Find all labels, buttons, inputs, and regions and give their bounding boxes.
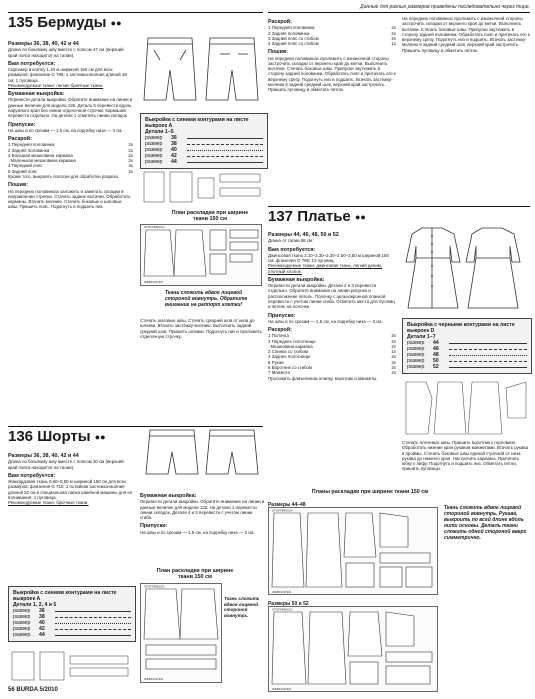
difficulty-dots-icon: ●●	[354, 212, 366, 223]
list-item: 2 Задняя половинка 2x	[268, 30, 396, 36]
top-note: Данные для разных размеров приведены последовательно через тире.	[360, 4, 530, 10]
layout-title-137: Планы раскладки при ширине ткани 150 см	[311, 489, 429, 495]
model-135-title	[8, 15, 122, 31]
list-item: 2 Задняя половинка 2x	[8, 147, 133, 153]
cut-heading-135b: Раскрой:	[268, 19, 292, 25]
page-number: 56	[8, 687, 15, 693]
list-item: 7 Манжета 2x	[268, 370, 396, 376]
need-135: Сирсакер в клетку 1,40 м шириной 150 см для всех размеров; флизелин G 785; 1 застежка-молния длиной 18 см; 1 пуговица.	[8, 67, 127, 83]
magazine-name: BURDA	[16, 687, 38, 693]
layout-plan-137a	[268, 507, 438, 595]
layout-title-135: План раскладки при ширине ткани 150 см	[171, 210, 249, 222]
stoffbruch-label: STOFFBRUCH	[272, 607, 293, 612]
layout-plan-137b	[268, 606, 438, 692]
cut-list-135	[8, 142, 133, 174]
model-137-title	[268, 209, 366, 225]
list-item: 1 Передняя половинка 2x	[268, 25, 396, 31]
stitch-135b: На передних половинках проложить с изнаночной стороны застрочить складки от верхнего края до метки. Выполнить вытачки. Стачать боковые швы. Припуски заутюжить в сторону задней половинки. Обработать пояс и притачать его к верхнему срезу. Подогнуть низ и подшить. Втачать застежку-молнию в задний средний шов, верхний край застрочить. Пришить пуговицу и обметать петлю.	[268, 55, 396, 93]
pattern-sheet-title-135: Выкройка с синими контурами на листе выкроек А	[145, 117, 249, 129]
model-136-text-col2	[140, 490, 265, 535]
pattern-sheet-sub-135: Детали 1–5	[145, 129, 174, 135]
size-row: размер 52	[407, 364, 527, 370]
model-137-text-col	[268, 229, 396, 381]
size-row: размер 50	[407, 358, 527, 364]
size-row: размер 42	[145, 153, 263, 159]
size-row: размер 36	[13, 608, 131, 614]
need-heading-136: Вам потребуется:	[8, 472, 56, 479]
intro-136: Длина по боковому шву вместе с поясом 30 см (верхний край пояса находится на талии).	[8, 459, 124, 470]
top-rule	[268, 12, 530, 13]
cut-list-137	[268, 333, 396, 375]
model-135-name: Бермуды	[37, 14, 107, 31]
stitch-135: На передних половинках заложить и заметать складки в направлении стрелки. Стачать задние вытачки. Обработать карманы. Втачать молнию. Стачать боковые и шаговые швы. Пришить пояс. Подогнуть и подшить низ.	[8, 188, 131, 210]
size-row: размер 46	[407, 346, 527, 352]
list-item: 6 Воротник со сгибом 2x	[268, 365, 396, 371]
need-rec-137: Рекомендуемые ткани: джинсовая ткань, легкий деним, плотный хлопок.	[268, 263, 383, 274]
need-heading-135: Вам потребуется:	[8, 60, 56, 67]
pattern-sheet-box-135	[140, 113, 268, 169]
need-136: Жаккардовая ткань 0,60–0,80 м шириной 150 см для всех размеров; флизелин G 710; 1 потайная застежка-молния длиной 22 см и специальная лапка швейной машины для ее втачивания; 1 пуговица.	[8, 479, 133, 500]
rule-137	[268, 206, 530, 207]
model-137-stitch: Стачать плечевые швы. Пришить воротник к горловине. Обработать нижние края рукавов манжетами. Втачать рукава в проймы. Стачать боковые швы единой строчкой от низа рукава до нижнего края. Настрочить карманы. Притачать юбку к лифу. Подогнуть и подшить низ. Обметать петли, пришить пуговицы.	[402, 440, 529, 472]
model-136-name: Шорты	[37, 428, 91, 445]
difficulty-dots-icon: ●●	[110, 18, 122, 29]
intro-135: Длина по боковому шву вместе с поясом 47 см (верхний край пояса находится на талии).	[8, 47, 124, 58]
layout-caption-135: Ткань сложить вдвое лицевой стороной вовнутрь. Обратите внимание на раппорт клетки!	[165, 290, 248, 308]
size-row: размер 44	[13, 632, 131, 638]
layout-caption-136: Ткань сложить вдвое лицевой стороной вовнутрь.	[224, 596, 260, 618]
size-row: размер 44	[145, 159, 263, 165]
pattern-pieces-136	[8, 648, 133, 684]
sizes-135: Размеры 36, 38, 40, 42 и 44	[8, 41, 79, 47]
shorts-sketch-image	[140, 424, 265, 486]
sizes-136: Размеры 36, 38, 40, 42 и 44	[8, 453, 79, 459]
allow-136: На швы и по срезам — 1,5 см, на подгибку низа — 3 см.	[140, 529, 255, 535]
list-item: 5 Задний пояс 2x	[8, 168, 133, 174]
pattern-sheet-title-136: Выкройка с синими контурами на листе выкроек А	[13, 590, 117, 602]
cut-tail-135: Кроме того, выкроить полоски для обработки разреза.	[8, 174, 120, 180]
layout-label-137a: Размеры 44–48	[268, 502, 306, 508]
model-136-title	[8, 429, 106, 445]
need-137: Джинсовая ткань 2,10–2,30–2,30–2,50–2,50 м шириной 150 см; флизелин G 785; 12 пуговиц.	[268, 252, 389, 263]
pattern-135: Перевести детали выкройки. Обратите внимание на линии и данные величин для модели 135. Деталь 5 перевести вдоль наружного края без линии отделочной строчки. Кармашек перевести отдельно. На детали 1 отметить линии складок.	[8, 97, 133, 119]
pattern-heading-135: Бумажная выкройка:	[8, 91, 65, 98]
webkanten-label: WEBKANTEN	[144, 280, 164, 284]
size-row: размер 40	[13, 620, 131, 626]
model-136-number: 136	[8, 428, 34, 445]
layout-plan-135	[140, 224, 262, 286]
layout-plan-136	[140, 583, 222, 683]
allow-heading-135: Припуски:	[8, 121, 36, 128]
pattern-137: Перевести детали выкройки. Детали 2 и 3 перевести отдельно. Обратите внимание на линии рисунка и расположение петель. Полочку с цельнокроеной планкой перевести с учетом линии сгиба. Отметить места для пуговиц и петель на полочке.	[268, 283, 395, 310]
cut-tail-137: Проложить флизелином планку, воротник и манжеты.	[268, 375, 378, 381]
webkanten-label: WEBKANTEN	[144, 677, 164, 681]
allow-heading-137: Припуски:	[268, 312, 296, 319]
model-135-right-col	[268, 16, 396, 93]
pattern-sheet-box-137	[402, 318, 532, 374]
stoffbruch-label: STOFFBRUCH	[144, 584, 165, 589]
pattern-sheet-title-137: Выкройка с черными контурами на листе выкроек D	[407, 322, 515, 334]
list-item: 3 Большая мешковина кармана 2x	[8, 152, 133, 158]
need-rec-136: Рекомендуемые ткани: брючные ткани.	[8, 500, 89, 506]
need-heading-137: Вам потребуется:	[268, 246, 316, 253]
pattern-pieces-137	[402, 378, 530, 438]
pattern-pieces-135	[140, 168, 265, 208]
allow-135: На швы и по срезам — 1,5 см, на подгибку низа — 3 см.	[8, 127, 123, 133]
layout-label-137b: Размеры 50 и 52	[268, 601, 309, 607]
list-item: Мешковина кармана 2x	[270, 343, 396, 349]
need-rec-135: Рекомендуемые ткани: легкие брючные ткани.	[8, 82, 104, 88]
size-row: размер 36	[145, 135, 263, 141]
issue-number: 5/2010	[39, 687, 58, 693]
layout-caption-137: Ткань сложить вдвое лицевой стороной вовнутрь. Рукава, выкроить по всей длине вдоль нити основы. Деталь ткани сложить одной стороной вверх симметрично.	[444, 505, 527, 541]
mid-text-135: Стачать шаговые швы. Стачать средний шов от низа до шлевки. Втачать застежку-молнию. Выполнить задний средний шов. Пришить шлевки. Подогнуть низ и проложить отделочную строчку.	[140, 318, 262, 339]
cut-heading-137: Раскрой:	[268, 327, 292, 334]
difficulty-dots-icon: ●●	[94, 432, 106, 443]
webkanten-label: WEBKANTEN	[272, 687, 292, 691]
list-item: 3 Спинка со сгибом 1x	[268, 349, 396, 355]
pattern-sheet-sub-136: Детали 1, 2, 4 и 5	[13, 602, 57, 608]
cut-heading-135: Раскрой:	[8, 136, 32, 143]
list-item: 1 Передняя половинка 2x	[8, 142, 133, 148]
model-136-text-col	[8, 450, 133, 505]
model-137-name: Платье	[297, 208, 351, 225]
model-137-number: 137	[268, 208, 294, 225]
list-item: 4 Задний пояс со сгибом 1x	[268, 41, 396, 47]
page-footer	[8, 688, 58, 693]
list-item: 5 Рукав 2x	[268, 359, 396, 365]
pattern-heading-136: Бумажная выкройка:	[140, 493, 197, 499]
cut-list-135b	[268, 25, 396, 46]
layout-title-136: План раскладки при ширине ткани 150 см	[156, 568, 234, 580]
size-row: размер 48	[407, 352, 527, 358]
pattern-heading-137: Бумажная выкройка:	[268, 276, 325, 283]
list-item: Маленькая мешковина кармана 2x	[10, 158, 133, 164]
allow-heading-136: Припуски:	[140, 523, 168, 530]
pattern-sheet-sub-137: Детали 1–7	[407, 334, 436, 340]
stoffbruch-label: STOFFBRUCH	[144, 225, 165, 229]
list-item: 4 Передний пояс 4x	[8, 163, 133, 169]
pattern-136: Перевести детали выкройки. Обратите внимание на линии и данные величин для модели 136. На детали 1 перевести линии складок. Детали 4 и 5 перевести с учетом линии сгиба.	[140, 499, 265, 521]
list-item: 4 Заднее полотнище 2x	[268, 354, 396, 360]
size-row: размер 38	[13, 614, 131, 620]
bermuda-sketch-image	[140, 30, 265, 110]
stitch-heading-135: Пошив:	[8, 182, 29, 189]
model-135-right-col2: На передних половинках проложить с изнаночной стороны застрочить складки от верхнего края до метки. Выполнить вытачки. Стачать боковые швы. Припуски заутюжить в сторону задней половинки. Обработать пояс и притачать его к верхнему срезу. Подогнуть низ и подшить. Втачать застежку-молнию в задний средний шов, верхний край застрочить. Пришить пуговицу и обметать петлю.	[402, 16, 530, 53]
list-item: 2 Переднее полотнище 2x	[268, 338, 396, 344]
size-row: размер 44	[407, 340, 527, 346]
size-row: размер 38	[145, 141, 263, 147]
intro-137: Длина от талии 68 см.	[268, 238, 314, 244]
stitch-heading-135b: Пошив:	[268, 49, 289, 56]
stoffbruch-label: STOFFBRUCH	[272, 508, 293, 513]
rule-135	[8, 12, 263, 13]
size-row: размер 40	[145, 147, 263, 153]
webkanten-label: WEBKANTEN	[272, 590, 292, 594]
sizes-137: Размеры 44, 46, 48, 50 и 52	[268, 232, 339, 238]
list-item: 3 Задний пояс со сгибом 2x	[268, 35, 396, 41]
model-135-text-col	[8, 38, 133, 210]
pattern-sheet-box-136	[8, 586, 136, 642]
list-item: 1 Полочка 2x	[268, 333, 396, 339]
size-row: размер 42	[13, 626, 131, 632]
dress-sketch-image	[402, 222, 530, 312]
model-135-number: 135	[8, 14, 34, 31]
allow-137: На швы и по срезам — 1,5 см, на подгибку низа — 3 см.	[268, 318, 383, 324]
